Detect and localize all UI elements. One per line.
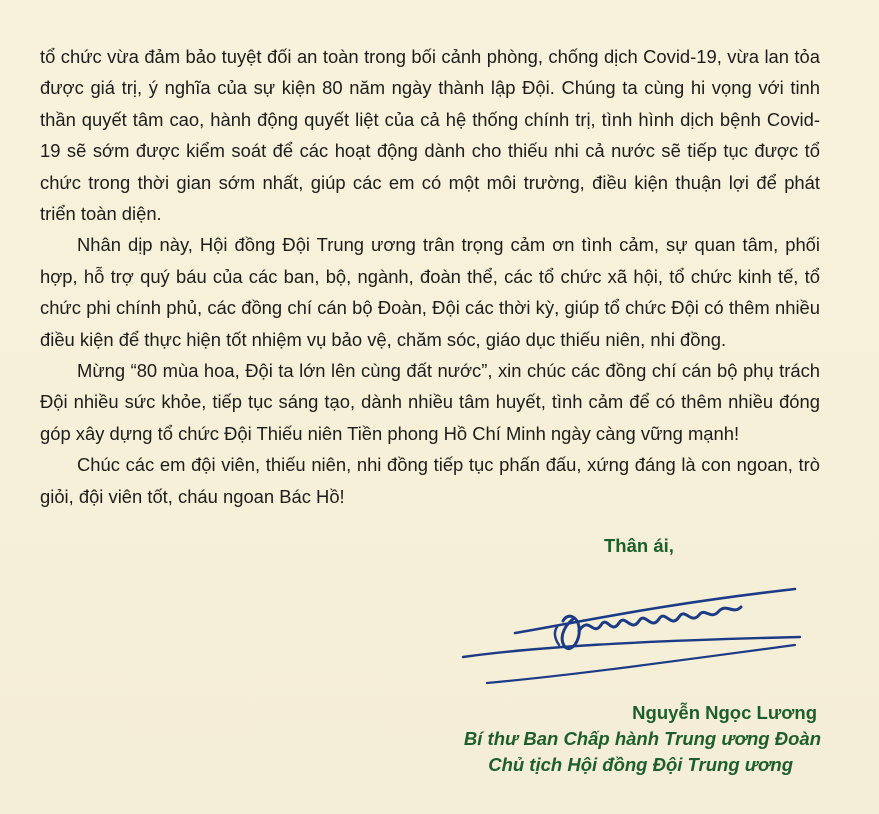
signer-title-2: Chủ tịch Hội đồng Đội Trung ương (488, 754, 793, 775)
paragraph-wishes-leaders: Mừng “80 mùa hoa, Đội ta lớn lên cùng đất nước”, xin chúc các đồng chí cán bộ phụ trách Đội nhiều sức khỏe, tiếp tục sáng tạo, dành nhiều tâm huyết, tình cảm để có thêm nhiều đóng góp xây dựng tổ chức Đội Thiếu niên Tiền phong Hồ Chí Minh ngày càng vững mạnh! (40, 360, 820, 444)
letter-body (40, 41, 820, 512)
signer-block (464, 700, 821, 778)
paragraph-wishes-children: Chúc các em đội viên, thiếu niên, nhi đồng tiếp tục phấn đấu, xứng đáng là con ngoan, trò giỏi, đội viên tốt, cháu ngoan Bác Hồ! (40, 454, 820, 507)
handwritten-signature (455, 575, 805, 690)
signer-title-1: Bí thư Ban Chấp hành Trung ương Đoàn (463, 728, 821, 749)
paragraph-continued: tổ chức vừa đảm bảo tuyệt đối an toàn trong bối cảnh phòng, chống dịch Covid-19, vừa lan tỏa được giá trị, ý nghĩa của sự kiện 80 năm ngày thành lập Đội. Chúng ta cùng hi vọng với tinh thần quyết tâm cao, hành động quyết liệt của cả hệ thống chính trị, tình hình dịch bệnh Covid-19 sẽ sớm được kiểm soát để các hoạt động dành cho thiếu nhi cả nước sẽ tiếp tục được tổ chức trong thời gian sớm nhất, giúp các em có một môi trường, điều kiện thuận lợi để phát triển toàn diện. (40, 46, 820, 225)
paragraph-thanks: Nhân dịp này, Hội đồng Đội Trung ương trân trọng cảm ơn tình cảm, sự quan tâm, phối hợp, hỗ trợ quý báu của các ban, bộ, ngành, đoàn thể, các tổ chức xã hội, tổ chức kinh tế, tổ chức phi chính phủ, các đồng chí cán bộ Đoàn, Đội các thời kỳ, giúp tổ chức Đội có thêm nhiều điều kiện để thực hiện tốt nhiệm vụ bảo vệ, chăm sóc, giáo dục thiếu niên, nhi đồng. (40, 234, 820, 350)
closing-salutation: Thân ái, (604, 535, 674, 556)
signer-name: Nguyễn Ngọc Lương (632, 702, 817, 723)
